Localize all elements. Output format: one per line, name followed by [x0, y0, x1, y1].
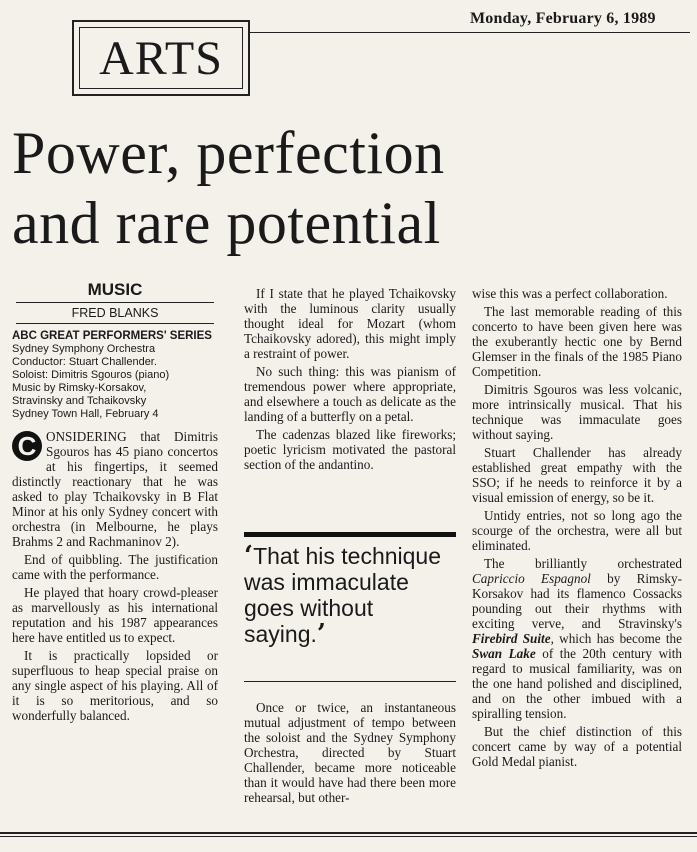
pull-quote-text: That his technique was immaculate goes without saying. — [244, 543, 442, 647]
info-line: Sydney Symphony Orchestra — [12, 343, 156, 355]
paragraph: Untidy entries, not so long ago the scourge of the orchestra, were all but eliminated. — [472, 508, 682, 553]
text-run: by Rimsky-Korsakov had its flamenco Cossacks pounding out their rhythms with exciting verve, and Stravinsky's — [472, 571, 682, 631]
paragraph-works — [472, 556, 682, 721]
info-line: Conductor: Stuart Challender. — [12, 356, 157, 368]
text-run: The brilliantly orchestrated — [484, 556, 682, 571]
work-title: Capriccio Espagnol — [472, 571, 591, 586]
series-title: ABC GREAT PERFORMERS' SERIES — [12, 330, 212, 342]
header-rule — [250, 32, 690, 33]
info-line: Sydney Town Hall, February 4 — [12, 408, 159, 420]
lead-paragraph — [12, 429, 218, 549]
paragraph: But the chief distinction of this concert came by way of a potential Gold Medal pianist. — [472, 724, 682, 769]
bottom-rule — [0, 836, 697, 837]
article-column-2-continued — [244, 700, 456, 808]
section-label: MUSIC — [16, 280, 214, 303]
headline-line-2: and rare potential — [12, 190, 441, 256]
section-masthead-inner — [79, 27, 243, 89]
text-run: of the 20th century with regard to musical familiarity, was on the one hand polished and disciplined, and on the other imbued with a spiralling tension. — [472, 646, 683, 721]
byline: FRED BLANKS — [16, 305, 214, 324]
paragraph: Once or twice, an instantaneous mutual adjustment of tempo between the soloist and the Sydney Symphony Orchestra, directed by Stuart Challender, became more noticeable than it would have had there been more rehearsal, but other- — [244, 700, 456, 805]
dateline: Monday, February 6, 1989 — [470, 10, 656, 27]
info-line: Stravinsky and Tchaikovsky — [12, 395, 147, 407]
article-column-1 — [12, 280, 218, 726]
paragraph-continuation: wise this was a perfect collaboration. — [472, 286, 668, 301]
pull-quote — [244, 532, 456, 682]
paragraph: The last memorable reading of this concerto to have been given here was the exuberantly hectic one by Bernd Glemser in the finals of the 1985 Piano Competition. — [472, 304, 682, 379]
paragraph: Dimitris Sgouros was less volcanic, more intrinsically musical. That his technique was immaculate goes without saying. — [472, 382, 682, 442]
text-run: , which has become the — [550, 631, 682, 646]
drop-cap: C — [12, 431, 42, 461]
headline — [12, 118, 652, 258]
quote-open-icon: ‘ — [244, 541, 254, 571]
info-line: Soloist: Dimitris Sgouros (piano) — [12, 369, 170, 381]
paragraph: It is practically lopsided or superfluous to heap special praise on any single aspect of his playing. All of it is so meritorious, and so wonderfully balanced. — [12, 648, 218, 723]
bottom-rule — [0, 832, 697, 834]
paragraph: Stuart Challender has already established great empathy with the SSO; if he needs to reinforce it by a visual emission of energy, so be it. — [472, 445, 682, 505]
quote-close-icon: ’ — [316, 619, 326, 649]
work-title: Swan Lake — [472, 646, 536, 661]
section-masthead-box — [72, 20, 250, 96]
info-line: Music by Rimsky-Korsakov, — [12, 382, 147, 394]
paragraph: End of quibbling. The justification came with the performance. — [12, 552, 218, 582]
paragraph: If I state that he played Tchaikovsky with the luminous clarity usually thought ideal for Mozart (whom Tchaikovsky adored), this might imply a restraint of power. — [244, 286, 456, 361]
concert-info — [12, 330, 218, 421]
lead-text: ONSIDERING that Dimitris Sgouros has 45 piano concertos at his fingertips, it seemed distinctly reactionary that he was asked to play Tchaikovsky in B Flat Minor at his only Sydney concert with orchestra (in Melbourne, he plays Brahms 2 and Rachmaninov 2). — [12, 429, 218, 549]
headline-line-1: Power, perfection — [12, 120, 445, 186]
work-title: Firebird Suite — [472, 631, 551, 646]
article-column-2 — [244, 286, 456, 475]
article-column-3 — [472, 286, 682, 772]
section-title: ARTS — [99, 31, 223, 85]
paragraph: He played that hoary crowd-pleaser as marvellously as his international reputation and his 1987 appearances here have entitled us to expect. — [12, 585, 218, 645]
paragraph: No such thing: this was pianism of tremendous power where appropriate, and elsewhere a touch as delicate as the landing of a butterfly on a petal. — [244, 364, 456, 424]
paragraph: The cadenzas blazed like fireworks; poetic lyricism motivated the pastoral section of the andantino. — [244, 427, 456, 472]
